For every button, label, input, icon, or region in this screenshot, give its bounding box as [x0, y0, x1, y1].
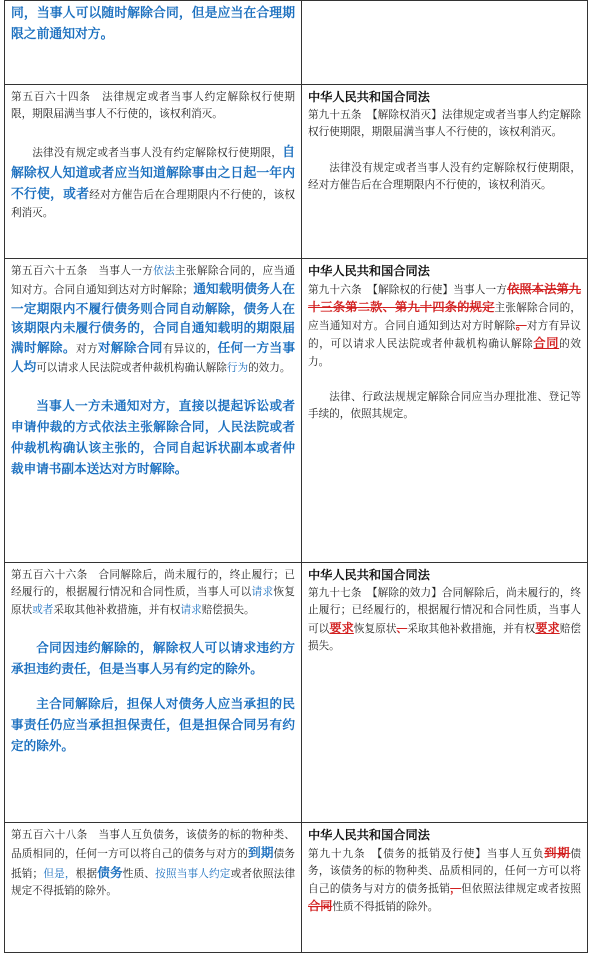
text-plain: 第九十九条 【债务的抵销及行使】当事人互负	[308, 848, 545, 860]
text-changed: 合同	[533, 336, 560, 351]
text-plain: 债务，该债务的标的物种类、品质相同的，任何一方可以将自己的债务与对方的债务抵销	[308, 848, 582, 895]
text-plain: 第五百六十五条 当事人一方	[11, 265, 154, 277]
text-plain: 第五百六十八条 当事人互负债务，该债务的标的物种类、品质相同的，任何一方可以将自己的债务与对方的	[11, 829, 295, 861]
text-plain: 法律没有规定或者当事人没有约定解除权行使期限，	[32, 146, 283, 159]
text-deleted: ，	[450, 882, 462, 895]
text-added: 请求	[251, 586, 274, 599]
text-added-bold: 对解除合同	[97, 339, 163, 355]
text-added-bold: 自解除权人知道或者应当知道解除事由之日起一年内不行使，或者	[11, 144, 295, 202]
text-deleted: 合同	[308, 899, 333, 914]
text-added-bold: 通知载明债务人在一定期限内不履行债务则合同自动解除，债务人在该期限内未履行债务的，合同自通知载明的期限届满时解除。	[11, 281, 296, 355]
table-row	[5, 85, 588, 259]
civil-code-cell	[5, 563, 302, 823]
text-deleted: 到期	[544, 846, 571, 860]
text-plain: 采取其他补救措施，并有权	[53, 603, 181, 616]
text-added: 请求	[180, 603, 202, 616]
contract-law-cell	[302, 1, 588, 85]
contract-law-cell	[302, 85, 588, 259]
civil-code-cell	[5, 823, 302, 953]
article-566-text	[11, 567, 295, 619]
text-changed: 要求	[535, 620, 560, 635]
law-title: 中华人民共和国合同法	[308, 264, 430, 278]
text-plain: 经对方催告后在合理期限内不行使的，该权利消灭。	[11, 188, 295, 219]
text-plain: 性质不得抵销的除外。	[332, 901, 439, 914]
civil-code-cell	[5, 1, 302, 85]
text-plain: 根据	[75, 867, 98, 880]
article-565-text	[11, 263, 295, 377]
text-changed: 要求	[329, 620, 354, 635]
table-row	[5, 823, 588, 953]
contract-law-cell	[302, 259, 588, 563]
article-564-paragraph-2	[11, 142, 295, 222]
text-plain: 性质、	[122, 867, 156, 880]
table-row	[5, 1, 588, 85]
article-99-text	[308, 845, 581, 917]
text-plain: 第五百六十六条 合同解除后，尚未履行的，终止履行；已经履行的，根据履行情况和合同性质，当事人可以	[11, 569, 295, 599]
article-568-text	[11, 827, 295, 901]
article-96-paragraph-2: 法律、行政法规规定解除合同应当办理批准、登记等手续的，依照其规定。	[308, 391, 581, 421]
text-plain: 赔偿损失。	[308, 622, 582, 653]
text-plain: 对方有异议的，可以请求人民法院或者仲裁机构确认解除	[308, 319, 582, 351]
table-row	[5, 563, 588, 823]
bold-clause-text: 同，当事人可以随时解除合同，但是应当在合理期限之前通知对方。	[11, 6, 295, 42]
text-added: 行为	[226, 362, 249, 375]
text-deleted: 依照本法第九十三条第二款、第九十四条的规定	[308, 282, 581, 315]
contract-law-cell	[302, 823, 588, 953]
law-title: 中华人民共和国合同法	[308, 90, 430, 104]
contract-law-cell	[302, 563, 588, 823]
law-title: 中华人民共和国合同法	[308, 568, 430, 582]
article-95-paragraph-2: 法律没有规定或者当事人没有约定解除权行使期限，经对方催告后在合理期限内不行使的，该权利消灭。	[308, 161, 581, 192]
text-added-bold: 债务	[97, 864, 123, 880]
text-added: 依法	[153, 265, 176, 277]
text-plain: 的效力。	[308, 338, 582, 368]
article-566-paragraph-2: 合同因违约解除的，解除权人可以请求违约方承担违约责任，但是当事人另有约定的除外。	[11, 640, 295, 677]
text-plain: 有异议的，	[162, 342, 218, 355]
text-plain: 恢复原状	[353, 622, 397, 635]
law-title: 中华人民共和国合同法	[308, 828, 430, 842]
article-565-paragraph-2: 当事人一方未通知对方，直接以提起诉讼或者申请仲裁的方式依法主张解除合同，人民法院或者仲裁机构确认该主张的，合同自起诉状副本或者仲裁申请书副本送达对方时解除。	[11, 398, 295, 477]
text-added-bold: 到期	[248, 845, 274, 861]
text-plain: 赔偿损失。	[201, 603, 255, 616]
text-added-bold: 任何一方当事人均	[11, 339, 296, 375]
comparison-table	[4, 0, 588, 953]
civil-code-cell	[5, 85, 302, 259]
text-plain: 采取其他补救措施，并有权	[407, 622, 536, 635]
text-added: 或者	[32, 603, 54, 616]
article-566-paragraph-3: 主合同解除后，担保人对债务人应当承担的民事责任仍应当承担担保责任，但是担保合同另有约定的除外。	[11, 696, 295, 754]
text-plain: 主张解除合同的，应当通知对方。合同自通知到达对方时解除；	[11, 265, 296, 297]
text-plain: 对方	[75, 342, 98, 355]
text-added: 但是，	[43, 867, 76, 880]
civil-code-cell	[5, 259, 302, 563]
text-plain: 或者依照法律规定不得抵销的除外。	[11, 867, 296, 898]
text-plain: 但依照法律规定或者按照	[461, 882, 582, 895]
text-plain: 可以请求人民法院或者仲裁机构确认解除	[36, 362, 227, 375]
text-plain: 的效力。	[248, 362, 291, 375]
text-plain: 第九十六条 【解除权的行使】当事人一方	[308, 284, 508, 296]
text-deleted: 。	[515, 319, 527, 332]
article-564-text: 第五百六十四条 法律规定或者当事人约定解除权行使期限，期限届满当事人不行使的，该权利消灭。	[11, 91, 295, 121]
text-plain: 第九十七条 【解除的效力】合同解除后，尚未履行的，终止履行；已经履行的，根据履行情况和合同性质，当事人可以	[308, 587, 581, 635]
article-97-text	[308, 585, 581, 656]
text-deleted: 、	[396, 622, 408, 635]
text-plain: 恢复原状	[11, 586, 296, 616]
article-96-text	[308, 281, 581, 371]
text-plain: 债务抵销；	[11, 848, 296, 880]
text-plain: 主张解除合同的，应当通知对方。合同自通知到达对方时解除	[308, 302, 582, 332]
article-95-text: 第九十五条 【解除权消灭】法律规定或者当事人约定解除权行使期限，期限届满当事人不行使的，该权利消灭。	[308, 109, 581, 139]
table-row	[5, 259, 588, 563]
text-added: 按照当事人约定	[155, 867, 231, 880]
